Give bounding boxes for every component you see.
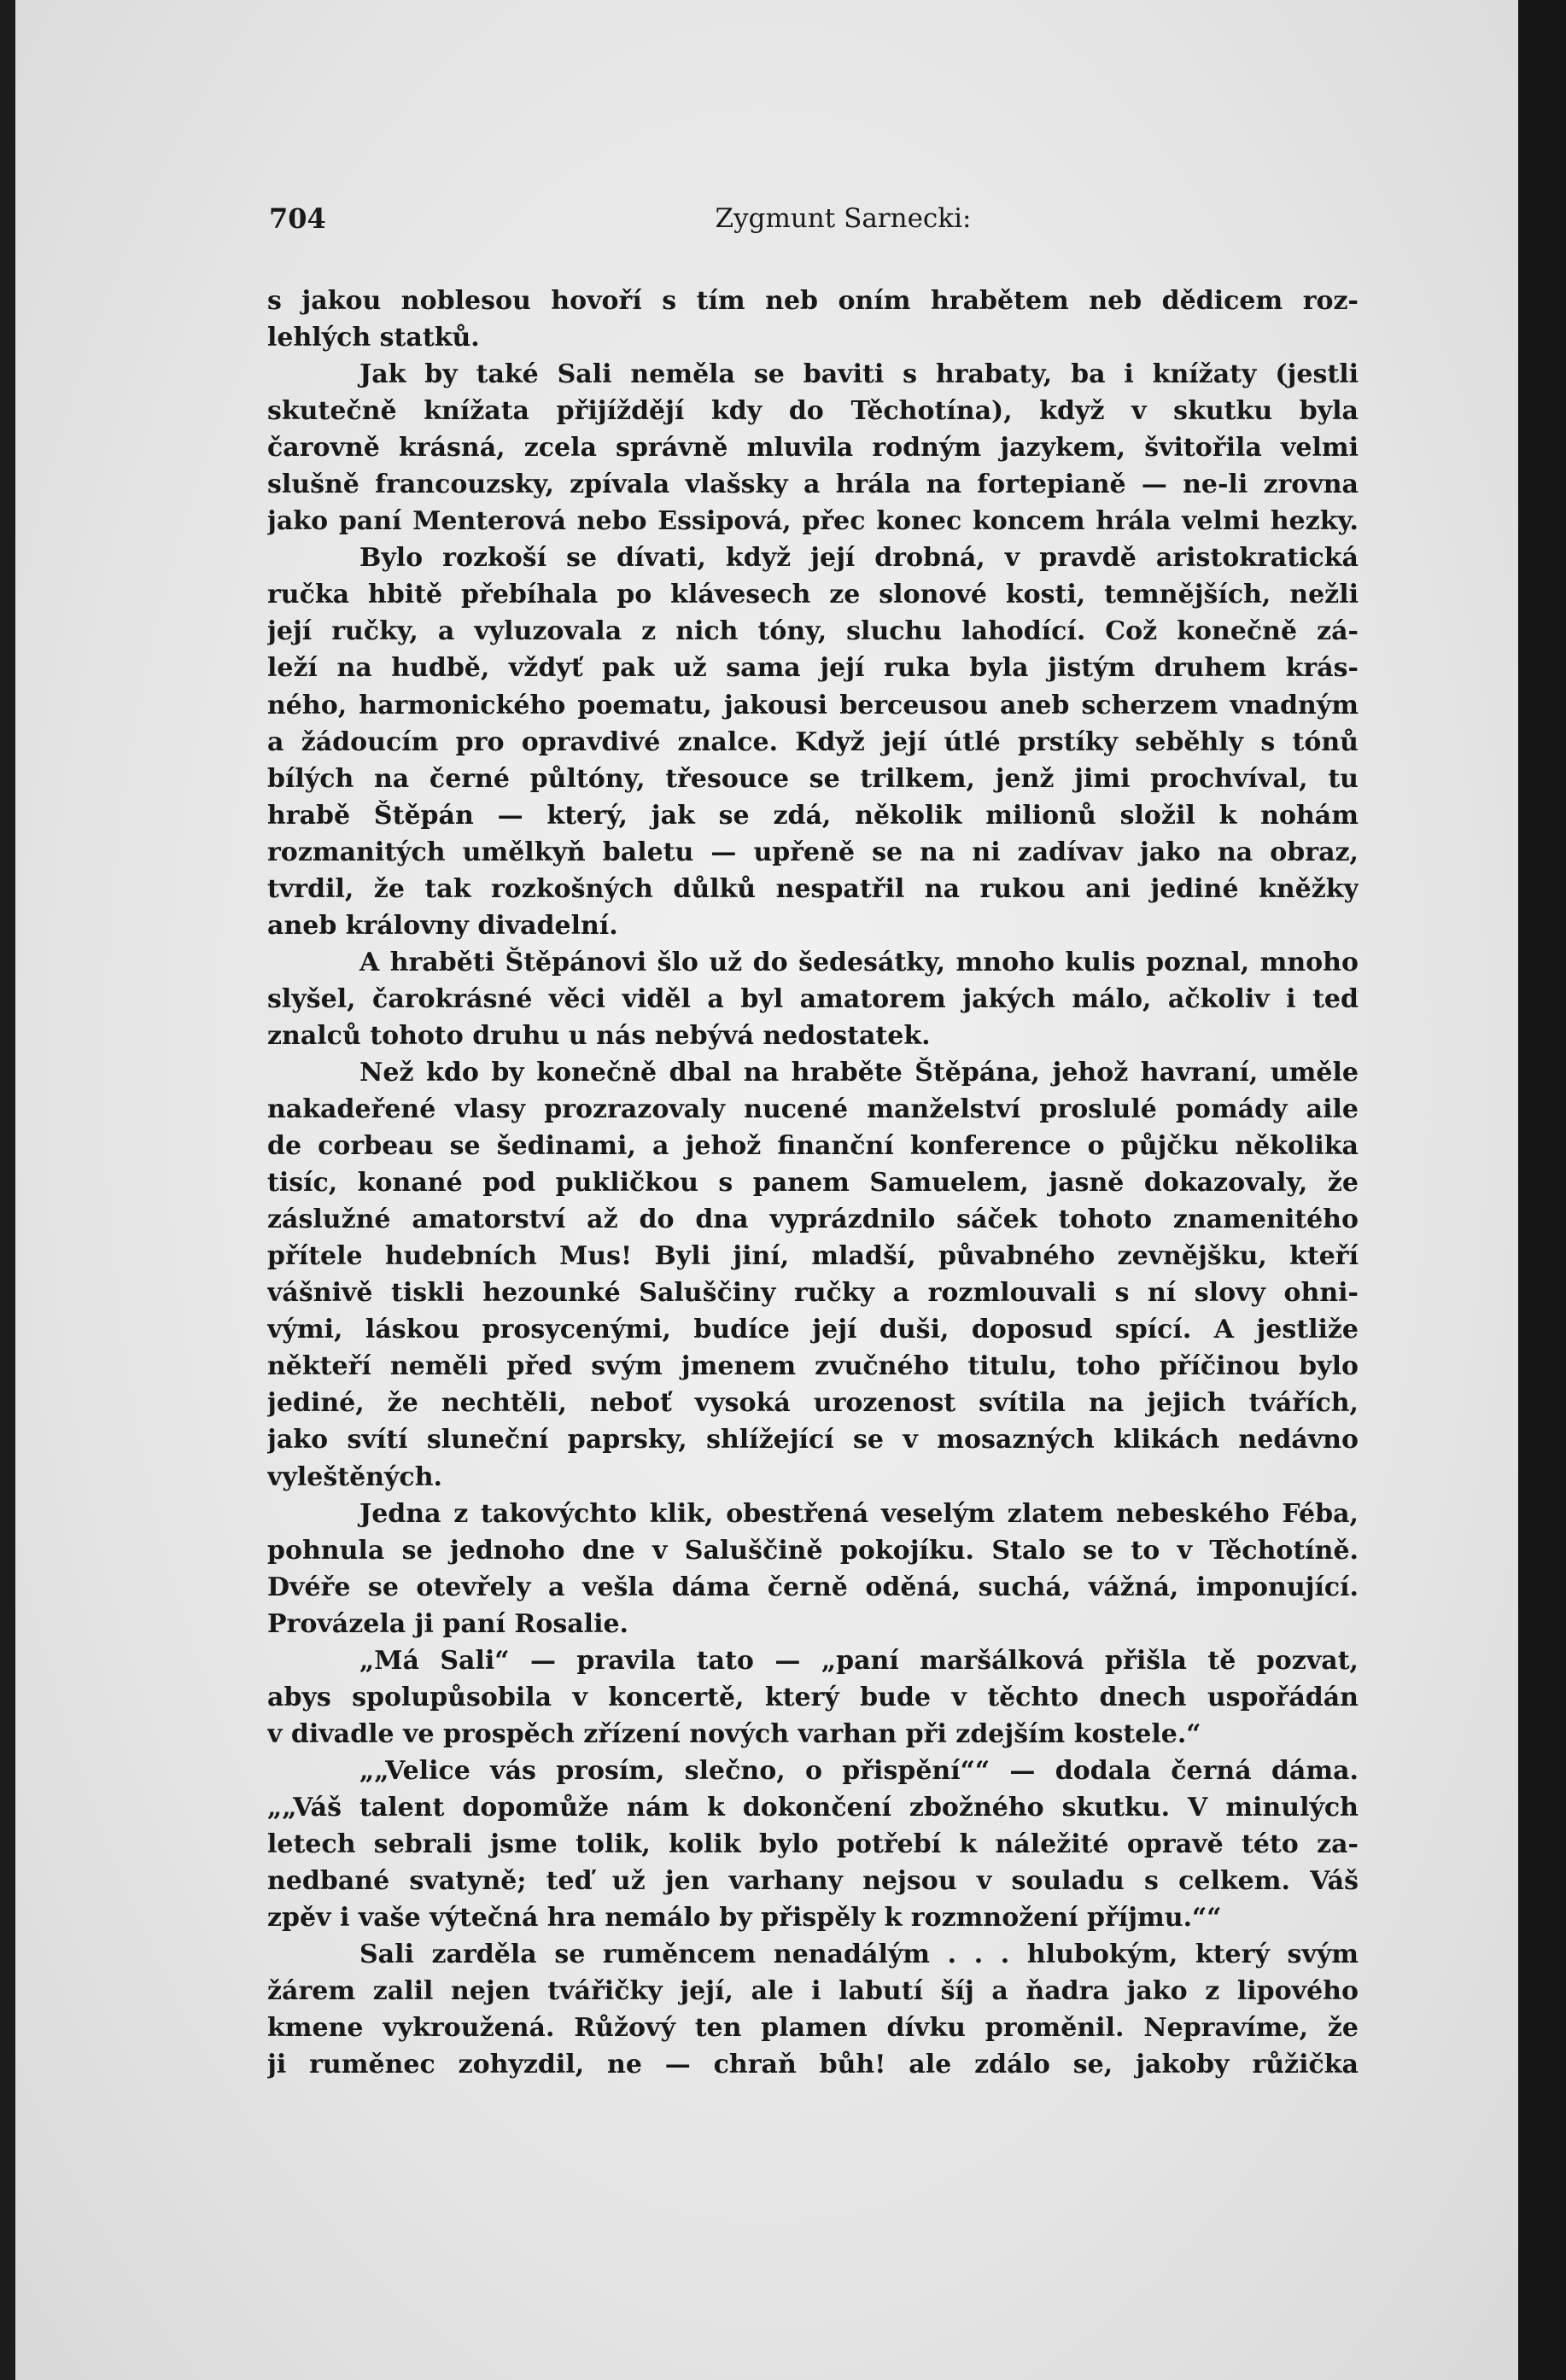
text-line: jako paní Menterová nebo Essipová, přec konec koncem hrála velmi hezky.: [267, 506, 1359, 537]
text-line: Než kdo by konečně dbal na hraběte Štěpána, jehož havraní, uměle: [359, 1057, 1359, 1088]
text-line: A hraběti Štěpánovi šlo už do šedesátky, mnoho kulis poznal, mnoho: [359, 947, 1359, 977]
text-line: pohnula se jednoho dne v Saluščině pokojíku. Stalo se to v Těchotíně.: [267, 1535, 1359, 1566]
text-line: vášnivě tiskli hezounké Saluščiny ručky a rozmlouvali s ní slovy ohni-: [267, 1278, 1359, 1309]
text-line: žárem zalil nejen tvářičky její, ale i labutí šíj a ňadra jako z lipového: [267, 1976, 1359, 2007]
text-line: skutečně knížata přijíždějí kdy do Těchotína), když v skutku byla: [267, 396, 1359, 427]
page-number: 704: [269, 202, 326, 235]
scan-edge: [1518, 0, 1566, 2380]
body-text: [267, 283, 1359, 2083]
text-line: zpěv i vaše výtečná hra nemálo by přispěly k rozmnožení příjmu.““: [267, 1903, 1222, 1934]
text-line: Provázela ji paní Rosalie.: [267, 1608, 629, 1639]
text-line: její ručky, a vyluzovala z nich tóny, sluchu lahodící. Což konečně zá-: [267, 616, 1359, 647]
text-line: Sali zarděla se ruměncem nenadálým . . . hlubokým, který svým: [359, 1940, 1359, 1970]
text-line: lehlých statků.: [267, 323, 480, 353]
text-line: abys spolupůsobila v koncertě, který bude v těchto dnech uspořádán: [267, 1682, 1359, 1712]
text-line: záslužné amatorství až do dna vyprázdnilo sáček tohoto znamenitého: [267, 1205, 1359, 1235]
text-line: vyleštěných.: [267, 1461, 442, 1492]
text-line: „„Váš talent dopomůže nám k dokončení zbožného skutku. V minulých: [267, 1792, 1359, 1823]
text-line: tisíc, konané pod pukličkou s panem Samuelem, jasně dokazovaly, že: [267, 1168, 1359, 1199]
text-line: kmene vykroužená. Růžový ten plamen dívku proměnil. Nepravíme, že: [267, 2013, 1359, 2044]
text-line: leží na hudbě, vždyť pak už sama její ruka byla jistým druhem krás-: [267, 653, 1359, 684]
text-line: letech sebrali jsme tolik, kolik bylo potřebí k náležité opravě této za-: [267, 1829, 1359, 1859]
text-line: nakadeřené vlasy prozrazovaly nucené manželství proslulé pomády aile: [267, 1094, 1359, 1125]
text-line: nedbané svatyně; teď už jen varhany nejsou v souladu s celkem. Váš: [267, 1866, 1359, 1897]
text-line: v divadle ve prospěch zřízení nových varhan při zdejším kostele.“: [267, 1718, 1201, 1749]
text-line: ného, harmonického poematu, jakousi berceusou aneb scherzem vnadným: [267, 690, 1359, 720]
text-line: přítele hudebních Mus! Byli jiní, mladší, půvabného zevnějšku, kteří: [267, 1241, 1359, 1272]
text-line: slyšel, čarokrásné věci viděl a byl amatorem jakých málo, ačkoliv i teď: [267, 983, 1359, 1014]
text-line: Jedna z takovýchto klik, obestřená veselým zlatem nebeského Féba,: [359, 1498, 1359, 1529]
running-head: Zygmunt Sarnecki:: [715, 203, 972, 234]
text-line: aneb královny divadelní.: [267, 910, 618, 941]
text-line: jediné, že nechtěli, neboť vysoká urozenost svítila na jejich tvářích,: [267, 1388, 1359, 1419]
text-line: slušně francouzsky, zpívala vlašsky a hrála na fortepianě — ne-li zrovna: [267, 470, 1359, 500]
page-header: [269, 198, 1358, 239]
text-line: a žádoucím pro opravdivé znalce. Když její útlé prstíky seběhly s tónů: [267, 726, 1359, 757]
text-line: znalců tohoto druhu u nás nebývá nedostatek.: [267, 1020, 931, 1051]
text-line: s jakou noblesou hovoří s tím neb oním hrabětem neb dědicem roz-: [267, 286, 1359, 316]
text-line: Dvéře se otevřely a vešla dáma černě oděná, suchá, vážná, imponující.: [267, 1572, 1359, 1602]
text-line: jako svítí sluneční paprsky, shlížející se v mosazných klikách nedávno: [267, 1425, 1359, 1455]
text-line: hrabě Štěpán — který, jak se zdá, několik milionů složil k nohám: [267, 800, 1359, 831]
text-line: „Má Sali“ — pravila tato — „paní maršálková přišla tě pozvat,: [359, 1645, 1359, 1676]
text-line: rozmanitých umělkyň baletu — upřeně se na ni zadívav jako na obraz,: [267, 837, 1359, 867]
text-line: vými, láskou prosycenými, budíce její duši, doposud spící. A jestliže: [267, 1315, 1359, 1345]
text-line: někteří neměli před svým jmenem zvučného titulu, toho příčinou bylo: [267, 1351, 1359, 1382]
text-line: čarovně krásná, zcela správně mluvila rodným jazykem, švitořila velmi: [267, 433, 1359, 464]
text-line: ji ruměnec zohyzdil, ne — chraň bůh! ale zdálo se, jakoby růžička: [267, 2050, 1359, 2080]
text-line: bílých na černé půltóny, třesouce se trilkem, jenž jimi prochvíval, tu: [267, 763, 1359, 794]
text-line: de corbeau se šedinami, a jehož finanční konference o půjčku několika: [267, 1131, 1359, 1162]
text-line: Jak by také Sali neměla se baviti s hrabaty, ba i knížaty (jestli: [359, 359, 1359, 390]
text-line: Bylo rozkoší se dívati, když její drobná, v pravdě aristokratická: [359, 543, 1359, 574]
text-line: ručka hbitě přebíhala po klávesech ze slonové kosti, temnějších, nežli: [267, 580, 1359, 610]
text-line: tvrdil, že tak rozkošných důlků nespatřil na rukou ani jediné kněžky: [267, 873, 1359, 904]
text-line: „„Velice vás prosím, slečno, o přispění““ — dodala černá dáma.: [359, 1755, 1359, 1786]
